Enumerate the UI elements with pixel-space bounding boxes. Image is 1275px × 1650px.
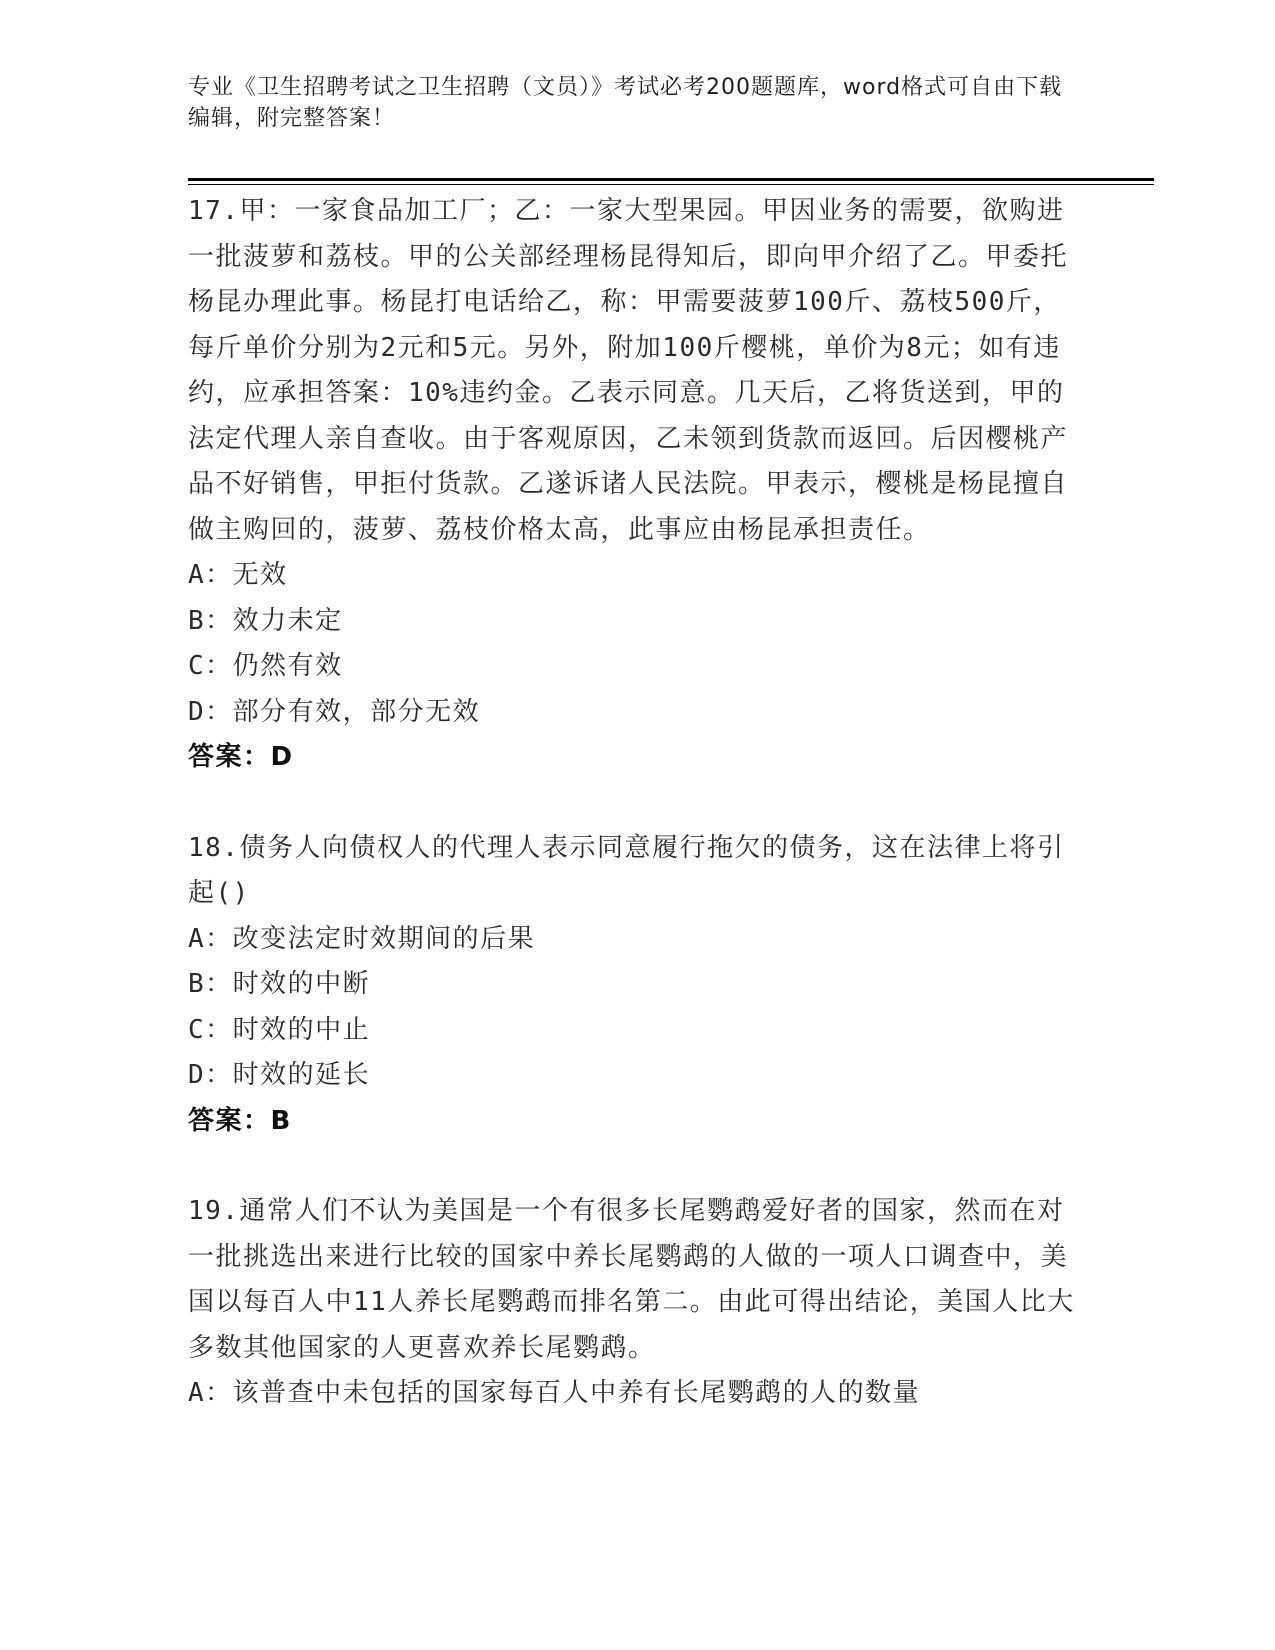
question-stem: 18.债务人向债权人的代理人表示同意履行拖欠的债务，这在法律上将引起() (188, 832, 1065, 908)
option-a: A：改变法定时效期间的后果 (188, 923, 536, 954)
option-b: B：效力未定 (188, 605, 343, 636)
header-divider-thick (188, 178, 1154, 181)
header-divider-thin (188, 184, 1154, 185)
option-a: A：无效 (188, 560, 288, 590)
question-stem: 17.甲：一家食品加工厂；乙：一家大型果园。甲因业务的需要，欲购进一批菠萝和荔枝。甲的公关部经理杨昆得知后，即向甲介绍了乙。甲委托杨昆办理此事。杨昆打电话给乙，称：甲需要菠萝100斤、荔枝500斤，每斤单价分别为2元和5元。另外，附加100斤樱桃，单价为8元；如有违约，应承担答案：10%违约金。乙表示同意。几天后，乙将货送到，甲的法定代理人亲自查收。由于客观原因，乙未领到货款而返回。后因樱桃产品不好销售，甲拒付货款。乙遂诉诸人民法院。甲表示，樱桃是杨昆擅自做主购回的，菠萝、荔枝价格太高，此事应由杨昆承担责任。 (188, 196, 1069, 545)
option-d: D：部分有效，部分无效 (188, 696, 481, 727)
question-19 (188, 1189, 1078, 1417)
question-17 (188, 189, 1078, 781)
question-18 (188, 826, 1078, 1145)
option-c: C：时效的中止 (188, 1014, 371, 1045)
question-list (188, 189, 1078, 1417)
option-b: B：时效的中断 (188, 969, 371, 999)
option-a: A：该普查中未包括的国家每百人中养有长尾鹦鹉的人的数量 (188, 1378, 921, 1408)
option-c: C：仍然有效 (188, 651, 343, 681)
document-header: 专业《卫生招聘考试之卫生招聘（文员）》考试必考200题题库，word格式可自由下载编辑，附完整答案！ (188, 75, 1063, 131)
option-d: D：时效的延长 (188, 1060, 371, 1090)
answer-line: 答案：B (188, 1105, 292, 1136)
question-stem: 19.通常人们不认为美国是一个有很多长尾鹦鹉爱好者的国家，然而在对一批挑选出来进行比较的国家中养长尾鹦鹉的人做的一项人口调查中，美国以每百人中11人养长尾鹦鹉而排名第二。由此可得出结论，美国人比大多数其他国家的人更喜欢养长尾鹦鹉。 (188, 1196, 1075, 1363)
answer-line: 答案：D (188, 742, 294, 772)
